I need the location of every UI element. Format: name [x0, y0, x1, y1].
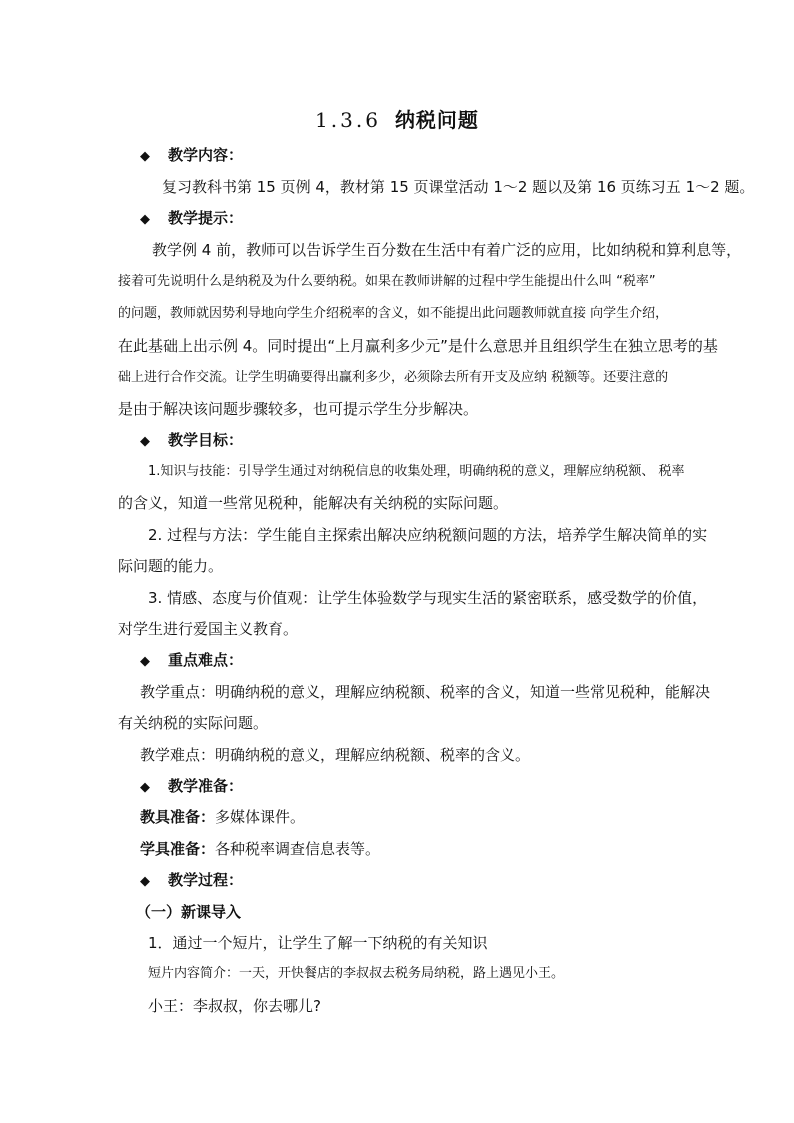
- diamond-bullet-icon: ◆: [140, 780, 150, 795]
- teacher-preparation-text: 多媒体课件。: [215, 808, 306, 826]
- goals-line-1: 1.知识与技能：引导学生通过对纳税信息的收集处理，明确纳税的意义，理解应纳税额、 税率: [148, 464, 685, 479]
- hints-line-6: 是由于解决该问题步骤较多，也可提示学生分步解决。: [118, 400, 479, 418]
- title-number: 1.3.6: [315, 108, 381, 132]
- section-heading-process: [140, 870, 243, 892]
- content-text: 复习教科书第 15 页例 4，教材第 15 页课堂活动 1～2 题以及第 16 页练习五 1～2 题。: [162, 178, 755, 196]
- page-title: [0, 104, 794, 133]
- key-points-line-2: 有关纳税的实际问题。: [118, 714, 269, 732]
- key-points-line-3: 教学难点：明确纳税的意义，理解应纳税额、税率的含义。: [140, 746, 531, 764]
- student-preparation-text: 各种税率调查信息表等。: [215, 840, 381, 858]
- hints-line-2: 接着可先说明什么是纳税及为什么要纳税。如果在教师讲解的过程中学生能提出什么叫 “税率”: [118, 274, 656, 289]
- title-text: 纳税问题: [394, 108, 479, 132]
- diamond-bullet-icon: ◆: [140, 654, 150, 669]
- section-heading-key-points: [140, 650, 243, 672]
- section-heading-content: [140, 145, 243, 167]
- process-dialog: 小王：李叔叔，你去哪儿?: [148, 997, 321, 1015]
- heading-text: 教学提示：: [168, 209, 244, 227]
- goals-line-6: 对学生进行爱国主义教育。: [118, 620, 299, 638]
- section-heading-hints: [140, 208, 243, 230]
- heading-text: 重点难点：: [168, 651, 244, 669]
- student-preparation-label: 学具准备：: [140, 840, 216, 858]
- diamond-bullet-icon: ◆: [140, 212, 150, 227]
- key-points-line-1: 教学重点：明确纳税的意义，理解应纳税额、税率的含义，知道一些常见税种，能解决: [140, 683, 711, 701]
- goals-line-4: 际问题的能力。: [118, 557, 224, 575]
- goals-line-2: 的含义，知道一些常见税种，能解决有关纳税的实际问题。: [118, 494, 509, 512]
- heading-text: 教学准备：: [168, 777, 244, 795]
- hints-line-4: 在此基础上出示例 4。同时提出“上月赢利多少元”是什么意思并且组织学生在独立思考的基: [118, 337, 718, 355]
- heading-text: 教学过程：: [168, 871, 244, 889]
- section-heading-goals: [140, 430, 243, 452]
- section-heading-preparation: [140, 776, 243, 798]
- student-preparation: [140, 839, 380, 859]
- teacher-preparation: [140, 807, 305, 827]
- heading-text: 教学内容：: [168, 146, 244, 164]
- diamond-bullet-icon: ◆: [140, 874, 150, 889]
- process-subheading: （一）新课导入: [136, 903, 242, 921]
- hints-line-5: 础上进行合作交流。让学生明确要得出赢利多少，必须除去所有开支及应纳 税额等。还要注意的: [118, 370, 669, 385]
- diamond-bullet-icon: ◆: [140, 434, 150, 449]
- process-intro: 短片内容简介：一天，开快餐店的李叔叔去税务局纳税，路上遇见小王。: [148, 966, 565, 981]
- teacher-preparation-label: 教具准备：: [140, 808, 216, 826]
- goals-line-5: 3. 情感、态度与价值观：让学生体验数学与现实生活的紧密联系，感受数学的价值，: [148, 589, 708, 607]
- goals-line-3: 2. 过程与方法：学生能自主探索出解决应纳税额问题的方法，培养学生解决简单的实: [148, 526, 708, 544]
- hints-line-1: 教学例 4 前，教师可以告诉学生百分数在生活中有着广泛的应用，比如纳税和算利息等，: [152, 241, 742, 259]
- process-step-1: 1．通过一个短片，让学生了解一下纳税的有关知识: [148, 934, 488, 952]
- diamond-bullet-icon: ◆: [140, 149, 150, 164]
- hints-line-3: 的问题，教师就因势利导地向学生介绍税率的含义，如不能提出此问题教师就直接 向学生介绍，: [118, 306, 669, 321]
- heading-text: 教学目标：: [168, 431, 244, 449]
